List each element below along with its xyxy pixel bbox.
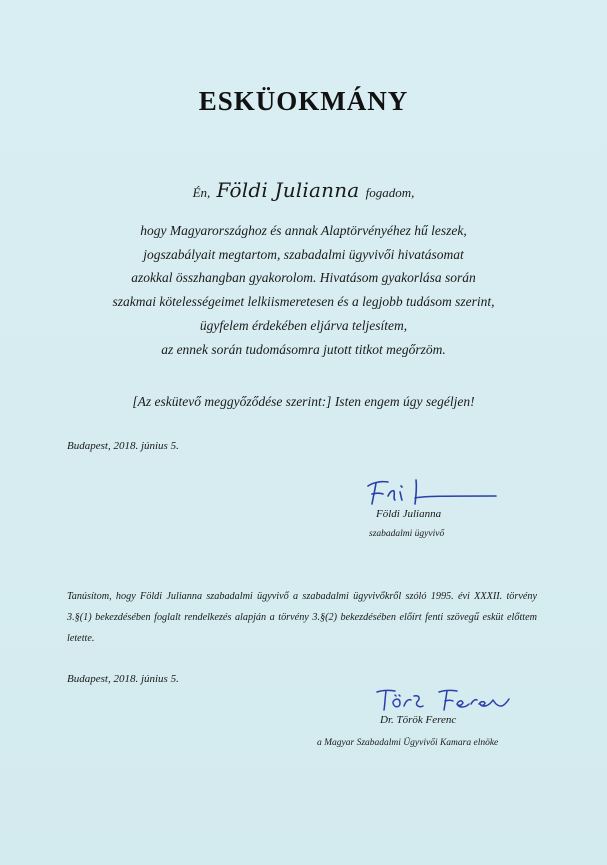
oath-line: azokkal összhangban gyakorolom. Hivatásom gyakorlása során — [131, 270, 476, 286]
signature-1-image — [364, 474, 504, 510]
signer-1-name: Földi Julianna — [376, 508, 442, 520]
oath-intro — [0, 178, 607, 202]
place-date-2: Budapest, 2018. június 5. — [67, 673, 179, 685]
oath-text — [0, 219, 607, 361]
oath-intro-prefix: Én, — [192, 185, 211, 200]
oath-closing: [Az eskütevő meggyőződése szerint:] Isten engem úgy segéljen! — [132, 394, 475, 409]
place-date-1: Budapest, 2018. június 5. — [67, 440, 179, 452]
signer-2-name: Dr. Török Ferenc — [380, 714, 457, 726]
oath-line: ügyfelem érdekében eljárva teljesítem, — [199, 317, 408, 333]
oath-taker-name: Földi Julianna — [216, 178, 360, 202]
signature-2-image — [373, 684, 513, 718]
oath-line: szakmai kötelességeimet lelkiismeretesen és a legjobb tudásom szerint, — [112, 294, 495, 310]
certification-text: Tanúsítom, hogy Földi Julianna szabadalmi ügyvivő a szabadalmi ügyvivőkről szóló 1995. évi XXXII. törvény 3.§(1) bekezdésében foglalt rendelkezés alapján a törvény 3.§(2) bekezdésében előírt fenti szövegű esküt előttem letette. — [67, 591, 537, 644]
oath-line: hogy Magyarországhoz és annak Alaptörvényéhez hű leszek, — [140, 223, 467, 238]
oath-line: jogszabályait megtartom, szabadalmi ügyvivői hivatásomat — [143, 246, 464, 262]
oath-intro-suffix: fogadom, — [365, 185, 415, 200]
document-title: ESKÜOKMÁNY — [198, 86, 409, 116]
oath-line: az ennek során tudomásomra jutott titkot megőrzöm. — [161, 341, 446, 357]
signer-2-title: a Magyar Szabadalmi Ügyvivői Kamara elnöke — [317, 738, 499, 748]
signer-1-title: szabadalmi ügyvivő — [369, 529, 445, 539]
